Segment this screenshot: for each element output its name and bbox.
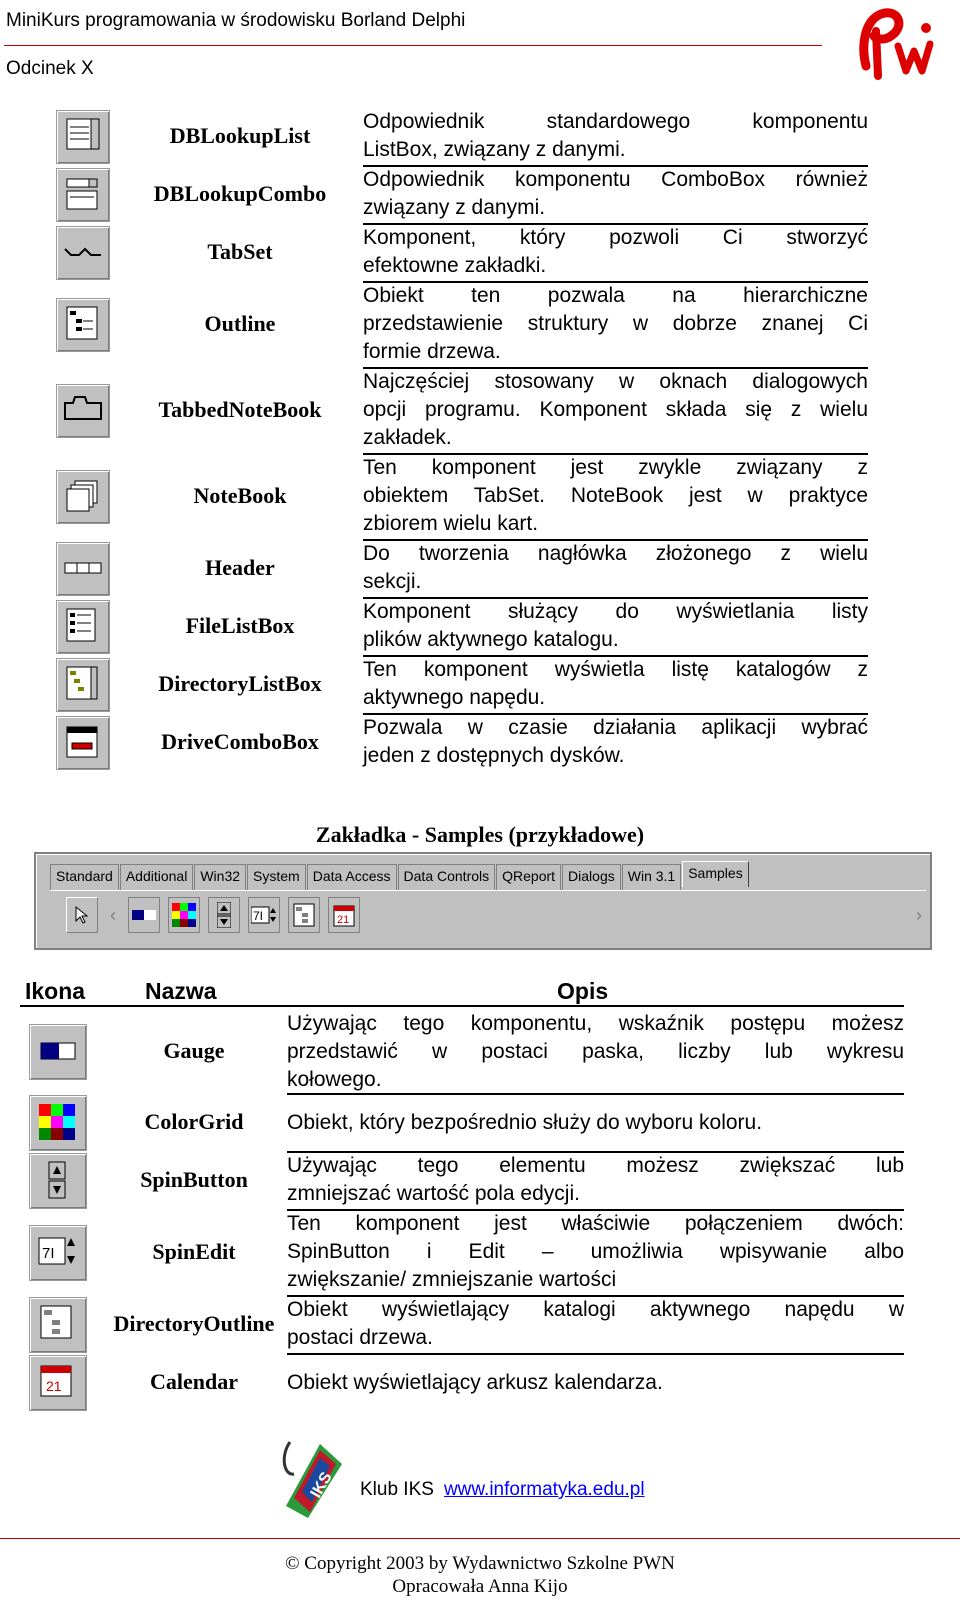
tab-data-access[interactable]: Data Access — [307, 864, 397, 890]
description-line: Odpowiednik standardowego komponentu — [363, 110, 868, 133]
description-line: plików aktywnego katalogu. — [363, 628, 619, 651]
description-line: przedstawić w postaci paska, liczby lub wykresu — [287, 1040, 904, 1063]
description-line: Komponent, który pozwoli Ci stworzyć — [363, 226, 868, 249]
description-line: Obiekt wyświetlający arkusz kalendarza. — [287, 1371, 663, 1394]
copyright-text: © Copyright 2003 by Wydawnictwo Szkolne PWN — [285, 1553, 675, 1574]
calendar-icon — [29, 1355, 87, 1411]
column-header-description: Opis — [557, 978, 609, 1004]
description-line: opcji programu. Komponent składa się z wielu — [363, 398, 868, 421]
iks-logo — [280, 1436, 346, 1520]
calendar-tool-icon[interactable] — [328, 897, 360, 933]
episode-label: Odcinek X — [6, 58, 94, 79]
column-header-icon: Ikona — [25, 978, 86, 1004]
description-line: ListBox, związany z danymi. — [363, 138, 626, 161]
publisher-logo — [856, 6, 936, 80]
dblookuplist-icon — [56, 110, 110, 164]
component-palette — [34, 852, 932, 950]
description-line: Ten komponent jest właściwie połączeniem dwóch: — [287, 1212, 904, 1235]
gauge-tool-icon[interactable] — [128, 897, 160, 933]
icon-cell — [56, 540, 110, 598]
icon-cell — [56, 166, 110, 224]
spinedit-tool-icon[interactable] — [248, 897, 280, 933]
component-description — [363, 368, 868, 452]
description-line: zbiorem wielu kart. — [363, 512, 539, 535]
description-line: formie drzewa. — [363, 340, 501, 363]
outline-icon — [56, 298, 110, 352]
header-icon — [56, 542, 110, 596]
row-divider — [287, 1093, 904, 1095]
component-name: NoteBook — [193, 483, 287, 508]
description-line: przedstawienie struktury w dobrze znanej Ci — [363, 312, 868, 335]
tab-qreport[interactable]: QReport — [496, 864, 561, 890]
component-description — [363, 224, 868, 280]
icon-cell — [56, 656, 110, 714]
svg-text:7I: 7I — [42, 1245, 55, 1262]
component-name: DBLookupCombo — [153, 181, 327, 206]
svg-text:21: 21 — [46, 1378, 62, 1394]
component-name: Outline — [204, 311, 276, 336]
component-description — [287, 1296, 904, 1352]
scroll-left-icon[interactable]: ‹ — [110, 904, 116, 925]
component-name: ColorGrid — [144, 1109, 244, 1134]
description-line: związany z danymi. — [363, 196, 546, 219]
club-info — [360, 1479, 645, 1501]
component-description — [287, 1010, 904, 1094]
description-line: Ten komponent wyświetla listę katalogów z — [363, 658, 868, 681]
component-description — [363, 282, 868, 366]
directoryoutline-icon — [29, 1297, 87, 1353]
colorgrid-icon — [29, 1095, 87, 1151]
icon-cell — [56, 368, 110, 454]
component-description — [287, 1210, 904, 1294]
description-line: sekcji. — [363, 570, 422, 593]
svg-text:7I: 7I — [253, 909, 264, 923]
filelistbox-icon — [56, 600, 110, 654]
description-line: Używając tego komponentu, wskaźnik postępu możesz — [287, 1012, 904, 1035]
description-line: zmniejszać wartość pola edycji. — [287, 1182, 580, 1205]
notebook-icon — [56, 470, 110, 524]
component-name: SpinEdit — [152, 1239, 236, 1264]
website-link[interactable]: www.informatyka.edu.pl — [443, 1479, 645, 1500]
description-line: Obiekt wyświetlający katalogi aktywnego napędu w — [287, 1298, 904, 1321]
icon-cell — [56, 224, 110, 282]
svg-text:21: 21 — [337, 914, 350, 926]
spinedit-icon — [29, 1225, 87, 1281]
colorgrid-tool-icon[interactable] — [168, 897, 200, 933]
column-header-name: Nazwa — [145, 978, 217, 1004]
description-line: zwiększanie/ zmniejszanie wartości — [287, 1268, 617, 1291]
dblookupcombo-icon — [56, 168, 110, 222]
icon-cell — [28, 1210, 88, 1296]
description-line: SpinButton i Edit – umożliwia wpisywanie albo — [287, 1240, 904, 1263]
component-name: DirectoryOutline — [113, 1311, 275, 1336]
tabbednotebook-icon — [56, 384, 110, 438]
row-divider — [287, 1353, 904, 1355]
description-line: jeden z dostępnych dysków. — [363, 744, 625, 767]
description-line: postaci drzewa. — [287, 1326, 433, 1349]
tab-win32[interactable]: Win32 — [194, 864, 246, 890]
component-name: DriveComboBox — [161, 729, 319, 754]
document-title: MiniKurs programowania w środowisku Borland Delphi — [6, 10, 466, 31]
pointer-tool-icon[interactable] — [66, 897, 98, 933]
component-name: Calendar — [150, 1369, 238, 1394]
component-description — [363, 714, 868, 770]
component-name: TabSet — [207, 239, 273, 264]
description-line: Najczęściej stosowany w oknach dialogowych — [363, 370, 868, 393]
description-line: efektowne zakładki. — [363, 254, 547, 277]
tab-data-controls[interactable]: Data Controls — [398, 864, 496, 890]
component-name: Header — [205, 555, 275, 580]
description-line: zakładek. — [363, 426, 452, 449]
directoryoutline-tool-icon[interactable] — [288, 897, 320, 933]
header-rule — [20, 1005, 904, 1007]
directorylistbox-icon — [56, 658, 110, 712]
description-line: Używając tego elementu możesz zwiększać lub — [287, 1154, 904, 1177]
component-name: TabbedNoteBook — [158, 397, 322, 422]
tab-additional[interactable]: Additional — [120, 864, 194, 890]
component-name: FileListBox — [185, 613, 295, 638]
palette-toolbar — [50, 890, 926, 939]
drivecombobox-icon — [56, 716, 110, 770]
component-name: DBLookupList — [169, 123, 311, 148]
section-title: Zakładka - Samples (przykładowe) — [315, 822, 645, 847]
description-line: Pozwala w czasie działania aplikacji wybrać — [363, 716, 868, 739]
tab-samples[interactable]: Samples — [682, 861, 748, 887]
icon-cell — [28, 1354, 88, 1412]
component-name: DirectoryListBox — [158, 671, 322, 696]
tab-dialogs[interactable]: Dialogs — [562, 864, 621, 890]
component-description — [363, 454, 868, 538]
component-description — [287, 1369, 904, 1397]
spinbutton-icon — [29, 1153, 87, 1209]
footer-divider — [0, 1538, 960, 1539]
icon-cell — [28, 1152, 88, 1210]
component-description — [363, 166, 868, 222]
description-line: Odpowiednik komponentu ComboBox również — [363, 168, 868, 191]
svg-text:IKS: IKS — [307, 1469, 336, 1501]
component-description — [287, 1109, 904, 1137]
description-line: Ten komponent jest zwykle związany z — [363, 456, 868, 479]
component-description — [287, 1152, 904, 1208]
component-description — [363, 598, 868, 654]
scroll-right-icon[interactable]: › — [916, 904, 922, 925]
component-name: Gauge — [163, 1038, 225, 1063]
tabset-icon — [56, 226, 110, 280]
header-divider — [4, 45, 822, 46]
component-name: SpinButton — [140, 1167, 248, 1192]
spinbutton-tool-icon[interactable] — [208, 897, 240, 933]
description-line: Obiekt ten pozwala na hierarchiczne — [363, 284, 868, 307]
gauge-icon — [29, 1024, 87, 1080]
author-text: Opracowała Anna Kijo — [392, 1576, 568, 1597]
description-line: Obiekt, który bezpośrednio służy do wyboru koloru. — [287, 1111, 763, 1134]
component-description — [363, 108, 868, 164]
description-line: aktywnego napędu. — [363, 686, 546, 709]
icon-cell — [56, 108, 110, 166]
tab-system[interactable]: System — [247, 864, 306, 890]
description-line: Komponent służący do wyświetlania listy — [363, 600, 868, 623]
component-description — [363, 656, 868, 712]
icon-cell — [56, 714, 110, 772]
tab-win-3-1[interactable]: Win 3.1 — [622, 864, 681, 890]
tab-standard[interactable]: Standard — [50, 864, 119, 890]
description-line: Do tworzenia nagłówka złożonego z wielu — [363, 542, 868, 565]
palette-tabs — [50, 864, 750, 890]
description-line: kołowego. — [287, 1068, 382, 1091]
description-line: obiektem TabSet. NoteBook jest w praktyce — [363, 484, 868, 507]
icon-cell — [56, 454, 110, 540]
icon-cell — [28, 1094, 88, 1152]
club-name: Klub IKS — [360, 1479, 434, 1500]
icon-cell — [56, 598, 110, 656]
icon-cell — [28, 1010, 88, 1094]
icon-cell — [56, 282, 110, 368]
component-description — [363, 540, 868, 596]
icon-cell — [28, 1296, 88, 1354]
